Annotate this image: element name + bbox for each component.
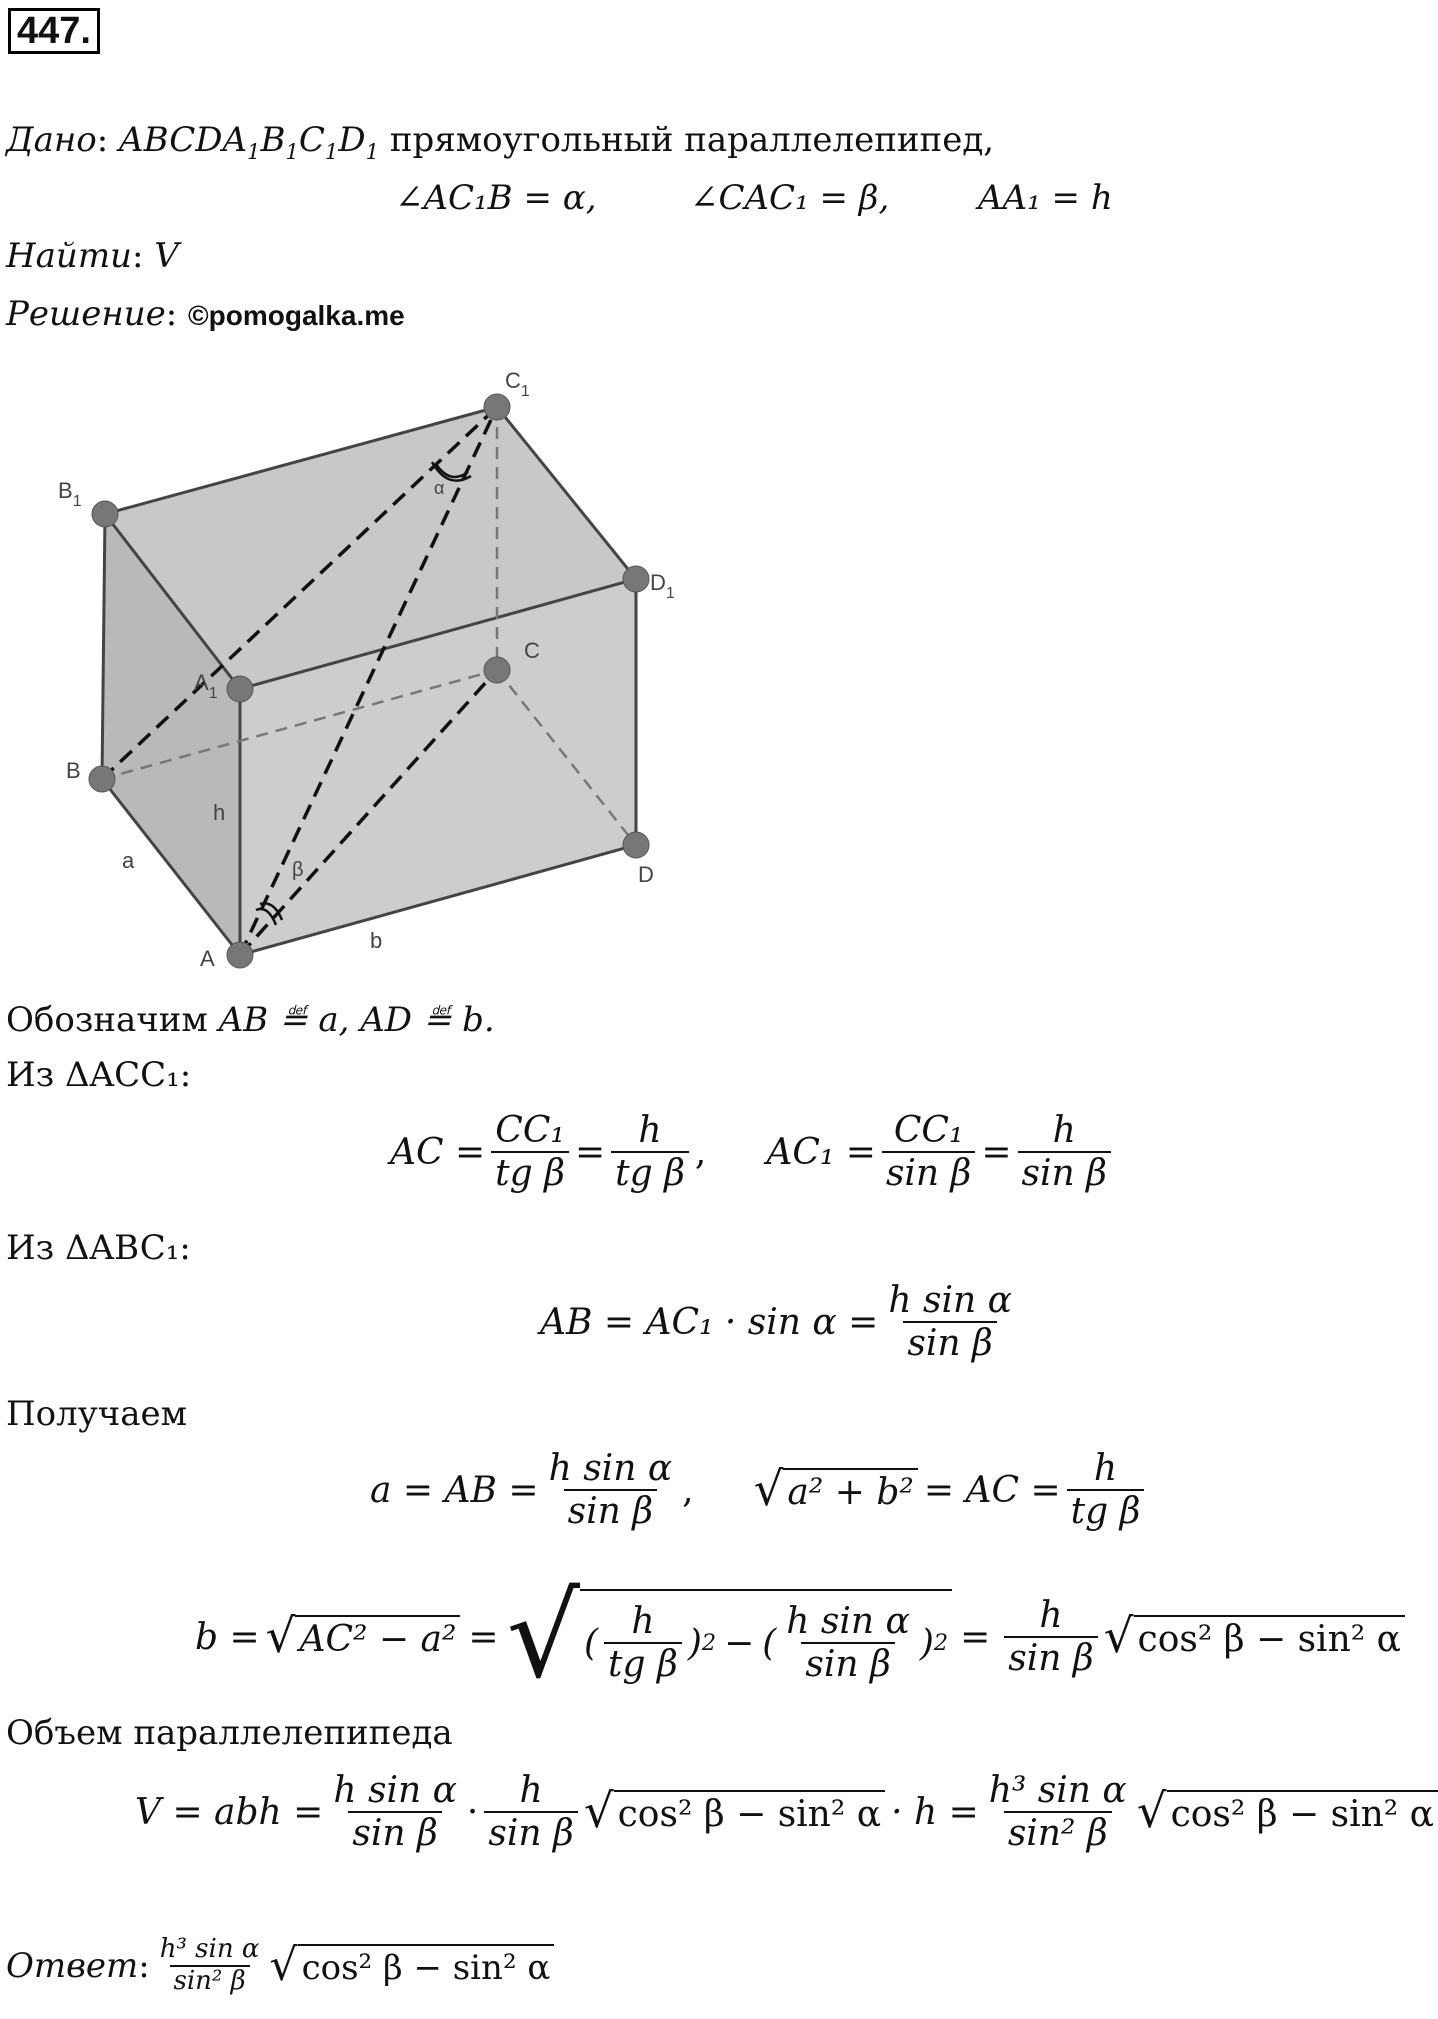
given-figure: $ABCDA_1B_1C_1D_1$ [119,120,380,164]
parallelepiped-diagram [40,360,720,980]
get-line: Получаем [6,1394,188,1434]
volume-line: Объем параллелепипеда [6,1713,453,1753]
label-alpha: α [434,478,445,498]
label-a1: $A_1$ [194,670,218,702]
problem-number: 447. [8,8,100,54]
given-cond-1: ∠AC₁B = α, [395,178,597,218]
given-text: прямоугольный параллелепипед, [389,120,995,160]
label-c: C [524,638,540,663]
label-beta: β [292,859,304,881]
formula-5: V = abh = $\frac{\text{h sin α}}{\text{sin β}}$ · $\frac{h}{\text{sin β}}$ √ cos² β − sin² α · h = $\frac{\text{h³ sin α}}{\text{sin² β}}$ √ cos² β − sin² α [135,1770,1438,1855]
solution-label: Решение [6,294,166,334]
label-a-side: a [122,848,135,873]
label-b: B [66,758,81,783]
denote-line: Обозначим AB ≝ a, AD ≝ b. [6,1000,495,1040]
label-b1: $B_1$ [58,478,82,510]
answer-line: Ответ : $\frac{\text{h³ sin α}}{\text{sin² β}}$ √ cos² β − sin² α [6,1935,554,1997]
denote-expr: AB ≝ a, AD ≝ b. [218,1000,495,1040]
answer-label: Ответ [6,1945,139,1986]
from-acc1: Из ΔACC₁: [6,1055,192,1095]
formula-2: AB = AC₁ · sin α = $\frac{\text{h sin α}}{\text{sin β}}$ [540,1280,1012,1365]
formula-3: a = AB = $\frac{\text{h sin α}}{\text{sin β}}$ , √ a² + b² = AC = $\frac{h}{\text{tg β}}$ [370,1448,1150,1533]
formula-4: b = √ AC² − a² = √ ( $\frac{h}{\text{tg β}}$ ) 2 − ( $\frac{\text{h sin α}}{\text{sin β}}$ ) 2 = $\frac{h}{\text{sin β}}$ √ cos² β − sin² α [195,1570,1405,1704]
label-a: A [200,946,215,971]
solution-line: Решение: ©pomogalka.me [6,294,405,334]
given-cond-2: ∠CAC₁ = β, [690,178,890,218]
label-c1: $C_1$ [505,368,530,400]
find-line: Найти: V [6,236,179,276]
find-value: V [154,236,179,276]
given-label: Дано [6,120,97,160]
label-d1: $D_1$ [650,570,675,602]
find-label: Найти [6,236,132,276]
from-abc1: Из ΔABC₁: [6,1228,191,1268]
label-d: D [638,862,654,887]
formula-1: AC = $\frac{\text{CC₁}}{\text{tg β}}$ = $\frac{h}{\text{tg β}}$ , AC₁ = $\frac{\text{CC₁}}{\text{sin β}}$ = $\frac{h}{\text{sin β}}$ [390,1110,1117,1195]
given-line: Дано: $ABCDA_1B_1C_1D_1$ прямоугольный параллелепипед, [6,120,995,164]
watermark: ©pomogalka.me [188,300,405,331]
given-cond-3: AA₁ = h [978,178,1113,218]
label-h: h [213,800,226,825]
label-b-side: b [370,928,383,953]
